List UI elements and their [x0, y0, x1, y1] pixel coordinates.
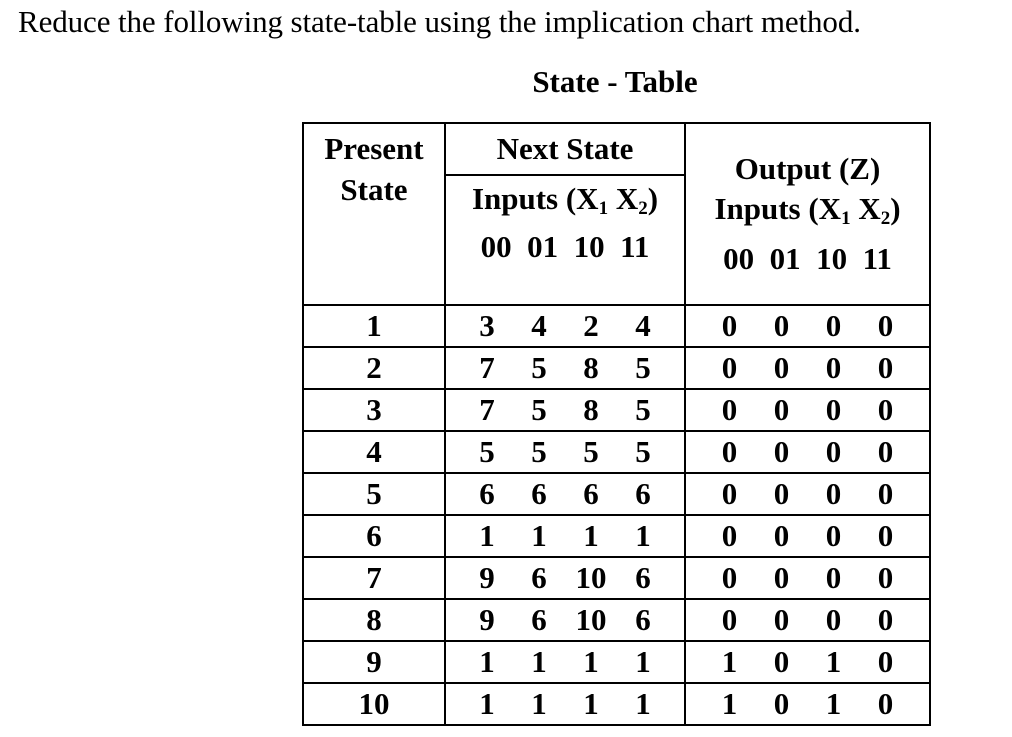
output-value: 0: [825, 560, 842, 595]
next-state-value: 5: [479, 434, 495, 469]
output-value: 1: [825, 686, 842, 721]
output-value: 0: [773, 560, 790, 595]
output-value: 0: [773, 308, 790, 343]
output-value: 0: [825, 392, 842, 427]
output-cell: [685, 683, 930, 725]
table-row: [303, 431, 930, 473]
table-row: [303, 515, 930, 557]
output-value: 0: [877, 686, 894, 721]
next-state-value: 6: [583, 476, 599, 511]
next-state-cell: [445, 305, 685, 347]
next-state-value: 6: [635, 602, 651, 637]
table-body: [303, 305, 930, 725]
next-state-value: 9: [479, 602, 495, 637]
next-state-cell: [445, 515, 685, 557]
next-state-value: 5: [531, 392, 547, 427]
present-state-cell: 1: [303, 305, 445, 347]
next-state-cell: [445, 599, 685, 641]
present-state-cell: 8: [303, 599, 445, 641]
present-state-cell: 10: [303, 683, 445, 725]
output-cell: [685, 305, 930, 347]
table-title: State - Table: [532, 64, 698, 99]
next-state-value: 6: [479, 476, 495, 511]
next-state-value: 1: [635, 686, 651, 721]
next-state-value: 5: [531, 434, 547, 469]
next-state-cell: [445, 557, 685, 599]
output-cell: [685, 515, 930, 557]
present-state-cell: 5: [303, 473, 445, 515]
output-value: 0: [773, 686, 790, 721]
output-value: 0: [773, 392, 790, 427]
next-state-value: 6: [531, 560, 547, 595]
next-state-value: 1: [635, 644, 651, 679]
output-value: 0: [721, 308, 738, 343]
next-state-value: 3: [479, 308, 495, 343]
next-state-value: 1: [531, 686, 547, 721]
output-cell: [685, 347, 930, 389]
next-state-value: 6: [531, 602, 547, 637]
next-state-value: 1: [583, 644, 599, 679]
state-table: [302, 122, 931, 726]
present-state-cell: 6: [303, 515, 445, 557]
output-value: 0: [877, 434, 894, 469]
present-state-cell: 3: [303, 389, 445, 431]
output-value: 0: [721, 476, 738, 511]
next-state-value: 1: [479, 686, 495, 721]
output-cell: [685, 473, 930, 515]
output-cell: [685, 389, 930, 431]
next-state-cell: [445, 389, 685, 431]
present-state-cell: 2: [303, 347, 445, 389]
present-state-header: Present State: [303, 123, 445, 305]
next-state-value: 2: [583, 308, 599, 343]
output-value: 0: [825, 350, 842, 385]
next-state-value: 5: [635, 392, 651, 427]
next-state-value: 7: [479, 392, 495, 427]
next-state-header: Next State: [445, 123, 685, 175]
next-state-value: 6: [635, 560, 651, 595]
next-state-value: 9: [479, 560, 495, 595]
next-state-value: 8: [583, 350, 599, 385]
output-value: 0: [773, 476, 790, 511]
output-value: 0: [825, 434, 842, 469]
table-row: [303, 557, 930, 599]
next-state-value: 8: [583, 392, 599, 427]
output-value: 0: [877, 476, 894, 511]
table-row: [303, 389, 930, 431]
question-text: Reduce the following state-table using the implication chart method.: [18, 4, 861, 39]
next-inputs-header: Inputs ($X_1$ $X_2$) 00 01 10 11: [445, 175, 685, 305]
output-cell: [685, 431, 930, 473]
next-state-value: 1: [479, 644, 495, 679]
output-value: 0: [825, 602, 842, 637]
next-state-value: 5: [635, 350, 651, 385]
output-value: 0: [825, 476, 842, 511]
output-value: 0: [877, 308, 894, 343]
output-value: 0: [721, 518, 738, 553]
table-row: [303, 347, 930, 389]
output-value: 0: [825, 308, 842, 343]
next-state-value: 10: [575, 560, 607, 595]
output-cell: [685, 557, 930, 599]
next-state-value: 4: [635, 308, 651, 343]
next-state-value: 6: [635, 476, 651, 511]
table-row: [303, 473, 930, 515]
output-value: 0: [877, 602, 894, 637]
output-cell: [685, 641, 930, 683]
next-state-cell: [445, 473, 685, 515]
present-state-cell: 9: [303, 641, 445, 683]
output-value: 0: [825, 518, 842, 553]
output-value: 0: [773, 644, 790, 679]
next-state-value: 7: [479, 350, 495, 385]
next-state-value: 1: [635, 518, 651, 553]
next-state-value: 1: [531, 644, 547, 679]
table-row: [303, 305, 930, 347]
output-value: 0: [721, 602, 738, 637]
next-state-cell: [445, 431, 685, 473]
output-value: 0: [877, 350, 894, 385]
next-state-value: 5: [531, 350, 547, 385]
next-state-cell: [445, 641, 685, 683]
next-state-value: 5: [583, 434, 599, 469]
output-value: 0: [721, 560, 738, 595]
next-state-value: 10: [575, 602, 607, 637]
output-value: 0: [877, 644, 894, 679]
output-value: 0: [773, 350, 790, 385]
output-value: 0: [773, 434, 790, 469]
next-state-cell: [445, 683, 685, 725]
output-value: 1: [825, 644, 842, 679]
next-state-cell: [445, 347, 685, 389]
output-cell: [685, 599, 930, 641]
output-header: Output (Z) Inputs ($X_1$ $X_2$) 00 01 10 11: [685, 123, 930, 305]
next-state-value: 1: [583, 686, 599, 721]
output-value: 1: [721, 644, 738, 679]
output-value: 0: [721, 350, 738, 385]
next-state-value: 6: [531, 476, 547, 511]
table-row: [303, 641, 930, 683]
output-value: 0: [721, 434, 738, 469]
next-state-value: 1: [531, 518, 547, 553]
next-state-value: 1: [479, 518, 495, 553]
output-value: 0: [721, 392, 738, 427]
present-state-cell: 4: [303, 431, 445, 473]
output-value: 0: [773, 518, 790, 553]
output-value: 1: [721, 686, 738, 721]
table-row: [303, 599, 930, 641]
next-state-value: 5: [635, 434, 651, 469]
output-value: 0: [877, 560, 894, 595]
present-state-cell: 7: [303, 557, 445, 599]
next-state-value: 1: [583, 518, 599, 553]
next-state-value: 4: [531, 308, 547, 343]
table-row: [303, 683, 930, 725]
output-value: 0: [877, 518, 894, 553]
output-value: 0: [773, 602, 790, 637]
output-value: 0: [877, 392, 894, 427]
